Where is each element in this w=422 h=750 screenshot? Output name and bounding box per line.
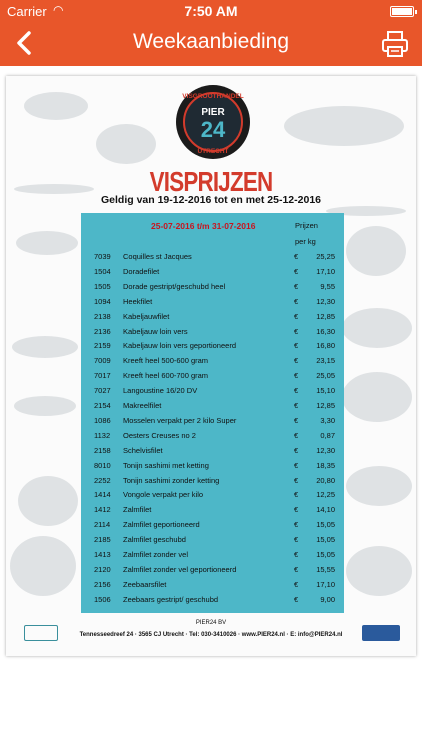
item-price: 15,05 bbox=[316, 535, 335, 545]
logo-bottom-text: UTRECHT bbox=[197, 148, 229, 155]
table-row bbox=[81, 386, 344, 401]
item-currency: € bbox=[294, 356, 299, 366]
status-bar bbox=[0, 0, 422, 22]
table-row bbox=[81, 595, 344, 610]
table-row bbox=[81, 341, 344, 356]
item-name: Tonijn sashimi zonder ketting bbox=[123, 475, 220, 485]
battery-fill bbox=[392, 8, 412, 15]
table-row bbox=[81, 446, 344, 461]
item-name: Dorade gestript/geschubd heel bbox=[123, 281, 226, 291]
msc-logo bbox=[362, 625, 400, 641]
table-row bbox=[81, 327, 344, 342]
item-code: 2136 bbox=[94, 326, 111, 336]
logo-pier-text: PIER bbox=[201, 107, 225, 118]
item-code: 7017 bbox=[94, 371, 111, 381]
status-time: 7:50 AM bbox=[184, 3, 238, 19]
item-currency: € bbox=[294, 415, 299, 425]
period-label: 25-07-2016 t/m 31-07-2016 bbox=[151, 221, 256, 231]
validity-text: Geldig van 19-12-2016 tot en met 25-12-2016 bbox=[100, 194, 322, 206]
item-code: 2114 bbox=[94, 520, 111, 530]
table-row bbox=[81, 490, 344, 505]
item-currency: € bbox=[294, 281, 299, 291]
item-currency: € bbox=[294, 401, 299, 410]
item-currency: € bbox=[294, 579, 299, 589]
table-row bbox=[81, 356, 344, 371]
price-list-document[interactable] bbox=[6, 76, 416, 656]
item-name: Zalmfilet geportioneerd bbox=[123, 520, 200, 530]
item-name: Zalmfilet bbox=[123, 505, 152, 515]
item-code: 2120 bbox=[94, 564, 111, 574]
item-price: 25,05 bbox=[316, 371, 335, 381]
item-currency: € bbox=[294, 326, 299, 336]
table-row bbox=[81, 401, 344, 416]
footer-address: Tennesseedreef 24 · 3565 CJ Utrecht · Tel: 030-3410026 · www.PIER24.nl · E: info@PIER24.nl bbox=[79, 632, 343, 638]
item-code: 1506 bbox=[94, 594, 111, 604]
item-currency: € bbox=[294, 535, 299, 545]
item-currency: € bbox=[294, 490, 299, 500]
item-price: 12,25 bbox=[316, 490, 335, 500]
item-code: 1504 bbox=[94, 266, 111, 276]
item-currency: € bbox=[294, 386, 299, 396]
item-name: Schelvisfilet bbox=[123, 445, 163, 455]
pier24-logo bbox=[175, 84, 251, 160]
table-row bbox=[81, 252, 344, 267]
item-currency: € bbox=[294, 311, 299, 321]
item-price: 16,80 bbox=[316, 341, 335, 351]
item-price: 9,00 bbox=[320, 594, 335, 604]
item-code: 7027 bbox=[94, 386, 111, 396]
item-price: 16,30 bbox=[316, 326, 335, 336]
item-currency: € bbox=[294, 445, 299, 455]
item-name: Vongole verpakt per kilo bbox=[123, 490, 204, 500]
logo-number-text: 24 bbox=[200, 117, 226, 142]
printer-icon bbox=[380, 29, 410, 59]
table-row bbox=[81, 461, 344, 476]
item-currency: € bbox=[294, 460, 299, 470]
item-price: 12,85 bbox=[316, 311, 335, 321]
battery-icon bbox=[390, 6, 414, 17]
item-price: 0,87 bbox=[320, 430, 335, 440]
table-row bbox=[81, 416, 344, 431]
fish-illustration bbox=[12, 336, 78, 358]
item-currency: € bbox=[294, 550, 299, 559]
item-price: 15,55 bbox=[316, 564, 335, 574]
item-currency: € bbox=[294, 266, 299, 276]
item-name: Zeebaars gestript/ geschubd bbox=[123, 594, 219, 604]
item-name: Oesters Creuses no 2 bbox=[123, 430, 196, 440]
item-name: Kabeljauw loin vers bbox=[123, 326, 188, 336]
print-button[interactable] bbox=[380, 29, 410, 59]
per-kg-header: per kg bbox=[295, 237, 316, 246]
item-code: 1413 bbox=[94, 550, 111, 559]
item-code: 2156 bbox=[94, 579, 111, 589]
item-name: Kreeft heel 500-600 gram bbox=[123, 356, 209, 366]
item-code: 2154 bbox=[94, 401, 111, 410]
fish-illustration bbox=[346, 466, 412, 506]
item-name: Kreeft heel 600-700 gram bbox=[123, 371, 209, 381]
price-table bbox=[81, 213, 344, 613]
fish-illustration bbox=[18, 476, 78, 526]
item-currency: € bbox=[294, 564, 299, 574]
navigation-bar bbox=[0, 22, 422, 66]
item-price: 12,30 bbox=[316, 296, 335, 306]
item-currency: € bbox=[294, 520, 299, 530]
carrier-label: Carrier bbox=[7, 4, 47, 19]
item-name: Langoustine 16/20 DV bbox=[123, 386, 198, 396]
fish-illustration bbox=[96, 124, 156, 164]
item-code: 2252 bbox=[94, 475, 111, 485]
footer-company: PIER24 BV bbox=[195, 620, 227, 626]
item-currency: € bbox=[294, 371, 299, 381]
item-currency: € bbox=[294, 475, 299, 485]
table-row bbox=[81, 371, 344, 386]
prices-header: Prijzen bbox=[295, 221, 318, 230]
top-bar bbox=[0, 0, 422, 66]
item-code: 1094 bbox=[94, 296, 111, 306]
table-row bbox=[81, 565, 344, 580]
table-row bbox=[81, 282, 344, 297]
item-price: 9,55 bbox=[320, 281, 335, 291]
table-row bbox=[81, 505, 344, 520]
item-name: Kabeljauw loin vers geportioneerd bbox=[123, 341, 236, 351]
item-currency: € bbox=[294, 252, 299, 261]
fish-illustration bbox=[346, 226, 406, 276]
item-code: 7039 bbox=[94, 252, 111, 261]
item-code: 2185 bbox=[94, 535, 111, 545]
item-name: Heekfilet bbox=[123, 296, 153, 306]
item-name: Zalmfilet zonder vel geportioneerd bbox=[123, 564, 237, 574]
item-price: 15,05 bbox=[316, 550, 335, 559]
table-row bbox=[81, 476, 344, 491]
item-price: 15,05 bbox=[316, 520, 335, 530]
item-code: 2159 bbox=[94, 341, 111, 351]
table-row bbox=[81, 312, 344, 327]
fish-illustration bbox=[14, 396, 76, 416]
fish-illustration bbox=[342, 372, 412, 422]
table-row bbox=[81, 297, 344, 312]
table-row bbox=[81, 550, 344, 565]
item-currency: € bbox=[294, 296, 299, 306]
item-code: 1412 bbox=[94, 505, 111, 515]
item-code: 1132 bbox=[94, 430, 111, 440]
item-name: Doradefilet bbox=[123, 266, 160, 276]
item-price: 20,80 bbox=[316, 475, 335, 485]
item-code: 7009 bbox=[94, 356, 111, 366]
table-row bbox=[81, 535, 344, 550]
item-code: 8010 bbox=[94, 460, 111, 470]
item-name: Zalmfilet geschubd bbox=[123, 535, 186, 545]
item-name: Coquilles st Jacques bbox=[123, 252, 192, 261]
item-name: Makreelfilet bbox=[123, 401, 162, 410]
item-currency: € bbox=[294, 430, 299, 440]
item-currency: € bbox=[294, 341, 299, 351]
table-row bbox=[81, 431, 344, 446]
item-code: 2138 bbox=[94, 311, 111, 321]
item-price: 23,15 bbox=[316, 356, 335, 366]
item-price: 15,10 bbox=[316, 386, 335, 396]
item-name: Kabeljauwfilet bbox=[123, 311, 170, 321]
item-price: 14,10 bbox=[316, 505, 335, 515]
item-name: Zalmfilet zonder vel bbox=[123, 550, 189, 559]
wifi-icon: ◠ bbox=[53, 3, 64, 17]
item-name: Tonijn sashimi met ketting bbox=[123, 460, 209, 470]
item-price: 12,30 bbox=[316, 445, 335, 455]
fish-illustration bbox=[342, 308, 412, 348]
item-currency: € bbox=[294, 594, 299, 604]
item-price: 3,30 bbox=[320, 415, 335, 425]
item-price: 25,25 bbox=[316, 252, 335, 261]
item-code: 2158 bbox=[94, 445, 111, 455]
item-price: 17,10 bbox=[316, 579, 335, 589]
fish-illustration bbox=[24, 92, 88, 120]
fish-illustration bbox=[10, 536, 76, 596]
item-currency: € bbox=[294, 505, 299, 515]
item-name: Zeebaarsfilet bbox=[123, 579, 167, 589]
table-row bbox=[81, 580, 344, 595]
table-row bbox=[81, 520, 344, 535]
fish-illustration bbox=[16, 231, 78, 255]
page-title: Weekaanbieding bbox=[132, 30, 290, 53]
item-code: 1086 bbox=[94, 415, 111, 425]
item-code: 1414 bbox=[94, 490, 111, 500]
document-heading: VISPRIJZEN bbox=[149, 166, 273, 197]
item-name: Mosselen verpakt per 2 kilo Super bbox=[123, 415, 237, 425]
item-price: 18,35 bbox=[316, 460, 335, 470]
item-price: 17,10 bbox=[316, 266, 335, 276]
item-code: 1505 bbox=[94, 281, 111, 291]
logo-top-text: VISGROOTHANDEL bbox=[182, 93, 244, 100]
fish-illustration bbox=[346, 546, 412, 596]
fish-illustration bbox=[284, 106, 404, 146]
item-price: 12,85 bbox=[316, 401, 335, 410]
table-row bbox=[81, 267, 344, 282]
